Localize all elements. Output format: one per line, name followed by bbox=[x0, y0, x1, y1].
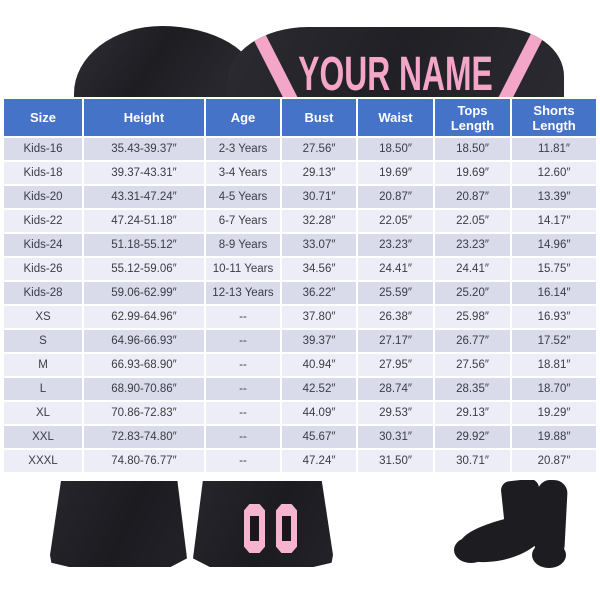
table-row bbox=[4, 402, 596, 424]
shorts-back-photo bbox=[193, 481, 333, 567]
table-cell: S bbox=[4, 330, 82, 352]
table-row bbox=[4, 306, 596, 328]
table-cell: Kids-28 bbox=[4, 282, 82, 304]
table-cell: 15.75″ bbox=[512, 258, 596, 280]
table-cell: 47.24″ bbox=[282, 450, 356, 472]
table-cell: 70.86-72.83″ bbox=[84, 402, 204, 424]
table-cell: 62.99-64.96″ bbox=[84, 306, 204, 328]
table-cell: Kids-16 bbox=[4, 138, 82, 160]
table-cell: 55.12-59.06″ bbox=[84, 258, 204, 280]
table-cell: 34.56″ bbox=[282, 258, 356, 280]
table-cell: 30.71″ bbox=[435, 450, 510, 472]
table-cell: 26.38″ bbox=[358, 306, 433, 328]
table-cell: 43.31-47.24″ bbox=[84, 186, 204, 208]
table-cell: Kids-20 bbox=[4, 186, 82, 208]
table-cell: 64.96-66.93″ bbox=[84, 330, 204, 352]
column-header-shorts-length: Shorts Length bbox=[512, 99, 596, 136]
table-cell: -- bbox=[206, 402, 280, 424]
table-cell: 3-4 Years bbox=[206, 162, 280, 184]
table-cell: 33.07″ bbox=[282, 234, 356, 256]
table-cell: 66.93-68.90″ bbox=[84, 354, 204, 376]
table-cell: 25.98″ bbox=[435, 306, 510, 328]
size-chart-table bbox=[2, 97, 598, 474]
table-row bbox=[4, 282, 596, 304]
table-cell: -- bbox=[206, 426, 280, 448]
table-cell: 23.23″ bbox=[435, 234, 510, 256]
table-cell: 22.05″ bbox=[358, 210, 433, 232]
table-cell: 13.39″ bbox=[512, 186, 596, 208]
table-cell: 42.52″ bbox=[282, 378, 356, 400]
table-cell: 8-9 Years bbox=[206, 234, 280, 256]
table-cell: 19.69″ bbox=[358, 162, 433, 184]
table-cell: 12-13 Years bbox=[206, 282, 280, 304]
table-cell: 32.28″ bbox=[282, 210, 356, 232]
table-cell: 20.87″ bbox=[358, 186, 433, 208]
table-cell: -- bbox=[206, 378, 280, 400]
socks-photo bbox=[448, 480, 578, 575]
table-cell: XXXL bbox=[4, 450, 82, 472]
table-row bbox=[4, 378, 596, 400]
table-header-row bbox=[4, 99, 596, 136]
table-cell: 24.41″ bbox=[358, 258, 433, 280]
table-cell: 51.18-55.12″ bbox=[84, 234, 204, 256]
table-cell: 27.95″ bbox=[358, 354, 433, 376]
shorts-number-digit bbox=[242, 502, 267, 555]
shorts-number-digit bbox=[274, 502, 299, 555]
table-cell: 36.22″ bbox=[282, 282, 356, 304]
table-row bbox=[4, 186, 596, 208]
table-row bbox=[4, 426, 596, 448]
table-cell: 72.83-74.80″ bbox=[84, 426, 204, 448]
table-cell: 2-3 Years bbox=[206, 138, 280, 160]
table-cell: 6-7 Years bbox=[206, 210, 280, 232]
table-row bbox=[4, 234, 596, 256]
table-cell: 19.29″ bbox=[512, 402, 596, 424]
table-cell: 18.50″ bbox=[358, 138, 433, 160]
table-cell: 47.24-51.18″ bbox=[84, 210, 204, 232]
table-cell: 45.67″ bbox=[282, 426, 356, 448]
table-row bbox=[4, 162, 596, 184]
shorts-front-photo bbox=[50, 481, 187, 567]
table-cell: 39.37″ bbox=[282, 330, 356, 352]
table-cell: 27.56″ bbox=[282, 138, 356, 160]
table-cell: 18.50″ bbox=[435, 138, 510, 160]
table-cell: 16.14″ bbox=[512, 282, 596, 304]
table-cell: -- bbox=[206, 330, 280, 352]
table-row bbox=[4, 330, 596, 352]
table-cell: 20.87″ bbox=[435, 186, 510, 208]
table-cell: 35.43-39.37″ bbox=[84, 138, 204, 160]
table-cell: XS bbox=[4, 306, 82, 328]
table-cell: 39.37-43.31″ bbox=[84, 162, 204, 184]
table-cell: 4-5 Years bbox=[206, 186, 280, 208]
table-cell: 59.06-62.99″ bbox=[84, 282, 204, 304]
table-cell: -- bbox=[206, 354, 280, 376]
table-cell: 29.13″ bbox=[282, 162, 356, 184]
table-cell: 28.35″ bbox=[435, 378, 510, 400]
table-cell: Kids-22 bbox=[4, 210, 82, 232]
table-cell: 30.71″ bbox=[282, 186, 356, 208]
table-cell: Kids-26 bbox=[4, 258, 82, 280]
table-cell: -- bbox=[206, 306, 280, 328]
table-cell: 68.90-70.86″ bbox=[84, 378, 204, 400]
column-header-waist: Waist bbox=[358, 99, 433, 136]
shorts-socks-photos bbox=[0, 478, 600, 600]
table-cell: 74.80-76.77″ bbox=[84, 450, 204, 472]
table-cell: 11.81″ bbox=[512, 138, 596, 160]
table-cell: 17.52″ bbox=[512, 330, 596, 352]
table-cell: 19.69″ bbox=[435, 162, 510, 184]
table-cell: 23.23″ bbox=[358, 234, 433, 256]
size-chart-tbody bbox=[4, 138, 596, 472]
table-cell: 19.88″ bbox=[512, 426, 596, 448]
table-cell: 14.96″ bbox=[512, 234, 596, 256]
table-row bbox=[4, 138, 596, 160]
table-cell: XXL bbox=[4, 426, 82, 448]
table-cell: 22.05″ bbox=[435, 210, 510, 232]
table-cell: 30.31″ bbox=[358, 426, 433, 448]
table-cell: 37.80″ bbox=[282, 306, 356, 328]
column-header-age: Age bbox=[206, 99, 280, 136]
table-cell: 14.17″ bbox=[512, 210, 596, 232]
column-header-tops-length: Tops Length bbox=[435, 99, 510, 136]
table-cell: Kids-24 bbox=[4, 234, 82, 256]
shorts-number bbox=[242, 502, 299, 555]
column-header-bust: Bust bbox=[282, 99, 356, 136]
jersey-photos bbox=[0, 0, 600, 97]
table-cell: 12.60″ bbox=[512, 162, 596, 184]
table-cell: 29.53″ bbox=[358, 402, 433, 424]
table-cell: 29.13″ bbox=[435, 402, 510, 424]
jersey-back-photo bbox=[227, 27, 564, 97]
table-cell: 26.77″ bbox=[435, 330, 510, 352]
table-row bbox=[4, 258, 596, 280]
table-cell: -- bbox=[206, 450, 280, 472]
table-cell: 28.74″ bbox=[358, 378, 433, 400]
table-cell: 31.50″ bbox=[358, 450, 433, 472]
jersey-custom-name-text: YOUR NAME bbox=[298, 47, 493, 97]
column-header-size: Size bbox=[4, 99, 82, 136]
table-cell: 24.41″ bbox=[435, 258, 510, 280]
table-cell: 25.59″ bbox=[358, 282, 433, 304]
table-cell: 40.94″ bbox=[282, 354, 356, 376]
table-cell: 27.56″ bbox=[435, 354, 510, 376]
table-cell: Kids-18 bbox=[4, 162, 82, 184]
table-cell: 44.09″ bbox=[282, 402, 356, 424]
table-cell: 18.70″ bbox=[512, 378, 596, 400]
column-header-height: Height bbox=[84, 99, 204, 136]
table-cell: 20.87″ bbox=[512, 450, 596, 472]
table-row bbox=[4, 210, 596, 232]
table-cell: L bbox=[4, 378, 82, 400]
table-cell: 27.17″ bbox=[358, 330, 433, 352]
table-cell: XL bbox=[4, 402, 82, 424]
table-cell: 10-11 Years bbox=[206, 258, 280, 280]
table-cell: 18.81″ bbox=[512, 354, 596, 376]
table-row bbox=[4, 354, 596, 376]
table-cell: M bbox=[4, 354, 82, 376]
table-cell: 25.20″ bbox=[435, 282, 510, 304]
table-cell: 29.92″ bbox=[435, 426, 510, 448]
table-cell: 16.93″ bbox=[512, 306, 596, 328]
table-row bbox=[4, 450, 596, 472]
